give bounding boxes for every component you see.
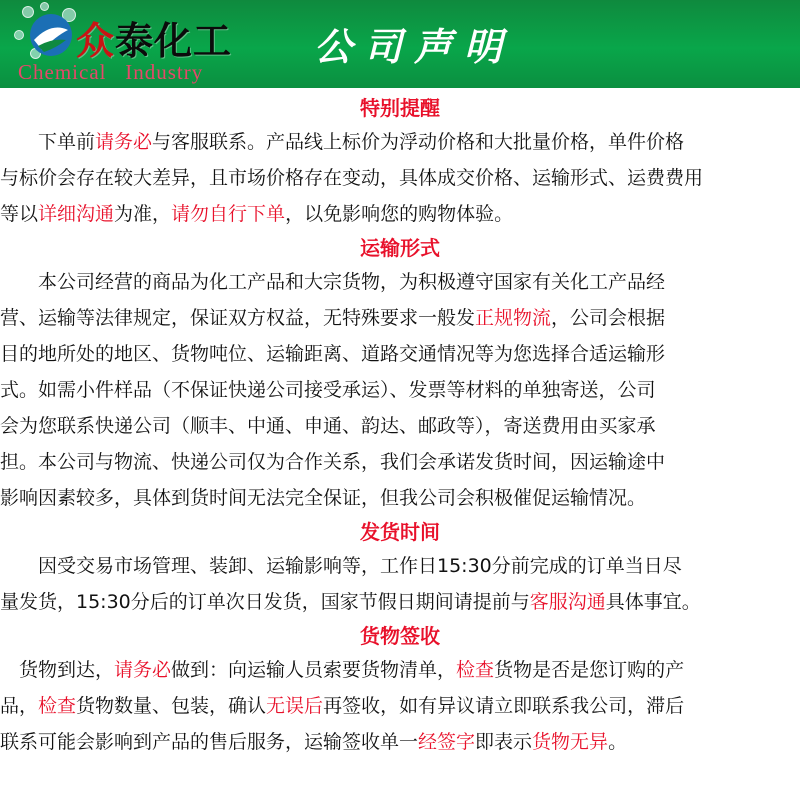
body-line xyxy=(0,584,800,620)
body-text: 目的地所处的地区、货物吨位、运输距离、道路交通情况等为您选择合适运输形 xyxy=(0,343,666,365)
body-line xyxy=(0,480,800,516)
highlight-text: 请勿自行下单 xyxy=(171,203,286,225)
body-text: 联系可能会影响到产品的售后服务，运输签收单一 xyxy=(0,731,419,753)
highlight-text: 检查 xyxy=(38,695,77,717)
highlight-text: 客服沟通 xyxy=(529,591,606,613)
page-title: 公司声明 xyxy=(314,24,515,69)
section xyxy=(0,92,800,232)
body-text: 因受交易市场管理、装卸、运输影响等，工作日15:30分前完成的订单当日尽 xyxy=(0,555,682,577)
header-divider xyxy=(0,88,800,91)
body-line xyxy=(0,264,800,300)
body-text: 。 xyxy=(608,731,628,753)
body-text: 等以 xyxy=(0,203,39,225)
section-body xyxy=(0,124,800,232)
body-line xyxy=(0,688,800,724)
body-line xyxy=(0,408,800,444)
highlight-text: 经签字 xyxy=(418,731,476,753)
body-text: 货物数量、包装，确认 xyxy=(76,695,267,717)
section-title: 特别提醒 xyxy=(360,96,440,120)
body-line xyxy=(0,336,800,372)
body-text: ，以免影响您的购物体验。 xyxy=(285,203,514,225)
brand-english-name: Chemical Industry xyxy=(18,60,204,84)
body-line xyxy=(0,724,800,760)
body-text: 做到：向运输人员索要货物清单， xyxy=(171,659,457,681)
body-line xyxy=(0,300,800,336)
body-text: 量发货，15:30分后的订单次日发货，国家节假日期间请提前与 xyxy=(0,591,530,613)
body-text: 再签收，如有异议请立即联系我公司，滞后 xyxy=(323,695,685,717)
highlight-text: 详细沟通 xyxy=(38,203,115,225)
body-text: 货物到达， xyxy=(0,659,115,681)
body-text: 担。本公司与物流、快递公司仅为合作关系，我们会承诺发货时间，因运输途中 xyxy=(0,451,666,473)
body-text: 本公司经营的商品为化工产品和大宗货物，为积极遵守国家有关化工产品经 xyxy=(0,271,666,293)
body-text: 营、运输等法律规定，保证双方权益，无特殊要求一般发 xyxy=(0,307,476,329)
body-text: 品， xyxy=(0,695,39,717)
body-line xyxy=(0,548,800,584)
body-line xyxy=(0,124,800,160)
section xyxy=(0,516,800,620)
body-text: 货物是否是您订购的产 xyxy=(494,659,685,681)
body-text: 与客服联系。产品线上标价为浮动价格和大批量价格，单件价格 xyxy=(152,131,685,153)
body-text: 与标价会存在较大差异，且市场价格存在变动，具体成交价格、运输形式、运费费用 xyxy=(0,167,704,189)
body-text: 式。如需小件样品（不保证快递公司接受承运）、发票等材料的单独寄送，公司 xyxy=(0,379,656,401)
body-text: 会为您联系快递公司（顺丰、中通、申通、韵达、邮政等），寄送费用由买家承 xyxy=(0,415,656,437)
highlight-text: 检查 xyxy=(456,659,495,681)
statement-content xyxy=(0,92,800,760)
highlight-text: 请务必 xyxy=(114,659,172,681)
body-text: 下单前 xyxy=(0,131,96,153)
highlight-text: 正规物流 xyxy=(475,307,552,329)
body-line xyxy=(0,160,800,196)
section-body xyxy=(0,548,800,620)
header-banner xyxy=(0,0,800,88)
body-line xyxy=(0,372,800,408)
section-body xyxy=(0,264,800,516)
section xyxy=(0,620,800,760)
highlight-text: 无误后 xyxy=(266,695,324,717)
section-title: 货物签收 xyxy=(360,624,440,648)
section-body xyxy=(0,652,800,760)
body-line xyxy=(0,196,800,232)
body-line xyxy=(0,652,800,688)
highlight-text: 货物无异 xyxy=(532,731,609,753)
brand-name: 众泰化工 xyxy=(76,19,233,63)
body-text: 影响因素较多，具体到货时间无法完全保证，但我公司会积极催促运输情况。 xyxy=(0,487,647,509)
section-title: 运输形式 xyxy=(360,236,440,260)
body-text: ，公司会根据 xyxy=(551,307,666,329)
body-text: 具体事宜。 xyxy=(605,591,701,613)
highlight-text: 请务必 xyxy=(95,131,153,153)
section-title: 发货时间 xyxy=(360,520,440,544)
body-text: 即表示 xyxy=(475,731,533,753)
logo-icon xyxy=(28,12,74,58)
section xyxy=(0,232,800,516)
body-text: 为准， xyxy=(114,203,172,225)
body-line xyxy=(0,444,800,480)
